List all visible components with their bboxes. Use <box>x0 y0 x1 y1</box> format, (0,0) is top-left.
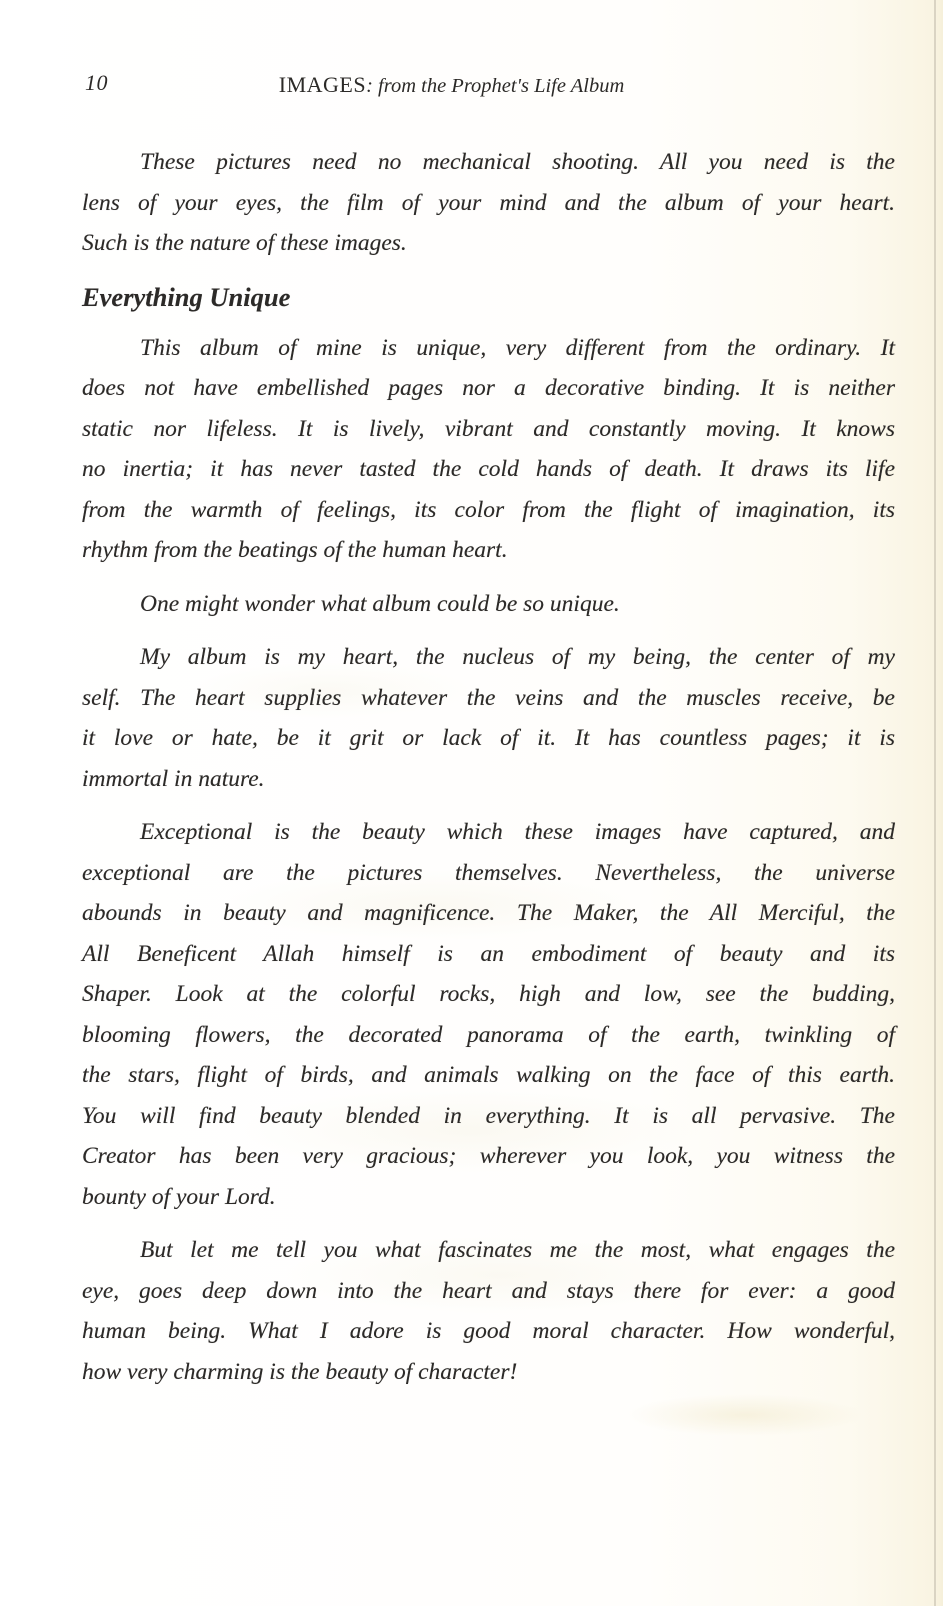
text-line: Creator has been very gracious; wherever you look, you witness the <box>82 1143 895 1169</box>
text-line: eye, goes deep down into the heart and stays there for ever: a good <box>82 1277 895 1304</box>
text-line: how very charming is the beauty of character! <box>82 1358 518 1385</box>
paragraph <box>82 142 895 264</box>
text-line: Exceptional is the beauty which these images have captured, and <box>140 819 895 845</box>
paragraph <box>82 584 895 625</box>
page-number: 10 <box>85 70 108 95</box>
text-line: the stars, flight of birds, and animals walking on the face of this earth. <box>82 1062 895 1088</box>
paragraph <box>82 328 895 571</box>
text-line: immortal in nature. <box>82 765 265 792</box>
text-line: My album is my heart, the nucleus of my being, the center of my <box>140 644 895 670</box>
text-line: from the warmth of feelings, its color from the flight of imagination, its <box>82 496 895 523</box>
text-line: One might wonder what album could be so unique. <box>140 590 620 617</box>
paragraph <box>82 812 895 1217</box>
text-line: Such is the nature of these images. <box>82 230 407 256</box>
text-line: You will find beauty blended in everything. It is all pervasive. The <box>82 1102 895 1129</box>
page-body <box>82 142 895 1405</box>
text-line: rhythm from the beatings of the human heart. <box>82 537 508 563</box>
text-line: This album of mine is unique, very different from the ordinary. It <box>140 334 895 361</box>
text-line: does not have embellished pages nor a decorative binding. It is neither <box>82 375 895 401</box>
text-line: lens of your eyes, the film of your mind and the album of your heart. <box>82 189 895 216</box>
text-line: no inertia; it has never tasted the cold hands of death. It draws its life <box>82 456 895 482</box>
header-subtitle: : from the Prophet's Life Album <box>366 75 625 97</box>
paragraph <box>82 1230 895 1392</box>
book-title: IMAGES <box>278 72 367 97</box>
text-line: Shaper. Look at the colorful rocks, high and low, see the budding, <box>82 981 895 1007</box>
text-line: abounds in beauty and magnificence. The Maker, the All Merciful, the <box>82 900 895 926</box>
text-line: exceptional are the pictures themselves. Nevertheless, the universe <box>82 859 895 886</box>
text-line: But let me tell you what fascinates me the most, what engages the <box>140 1237 895 1263</box>
text-line: These pictures need no mechanical shooting. All you need is the <box>140 149 895 175</box>
text-line: blooming flowers, the decorated panorama of the earth, twinkling of <box>82 1021 895 1048</box>
text-line: static nor lifeless. It is lively, vibrant and constantly moving. It knows <box>82 415 895 442</box>
page-edge-shadow <box>934 0 936 1606</box>
text-line: self. The heart supplies whatever the veins and the muscles receive, be <box>82 684 895 711</box>
text-line: it love or hate, be it grit or lack of it. It has countless pages; it is <box>82 725 895 751</box>
section-heading: Everything Unique <box>82 281 291 312</box>
text-line: bounty of your Lord. <box>82 1183 276 1210</box>
running-header <box>0 72 903 98</box>
text-line: human being. What I adore is good moral character. How wonderful, <box>82 1318 895 1344</box>
paragraph <box>82 637 895 799</box>
text-line: All Beneficent Allah himself is an embodiment of beauty and its <box>82 940 895 967</box>
